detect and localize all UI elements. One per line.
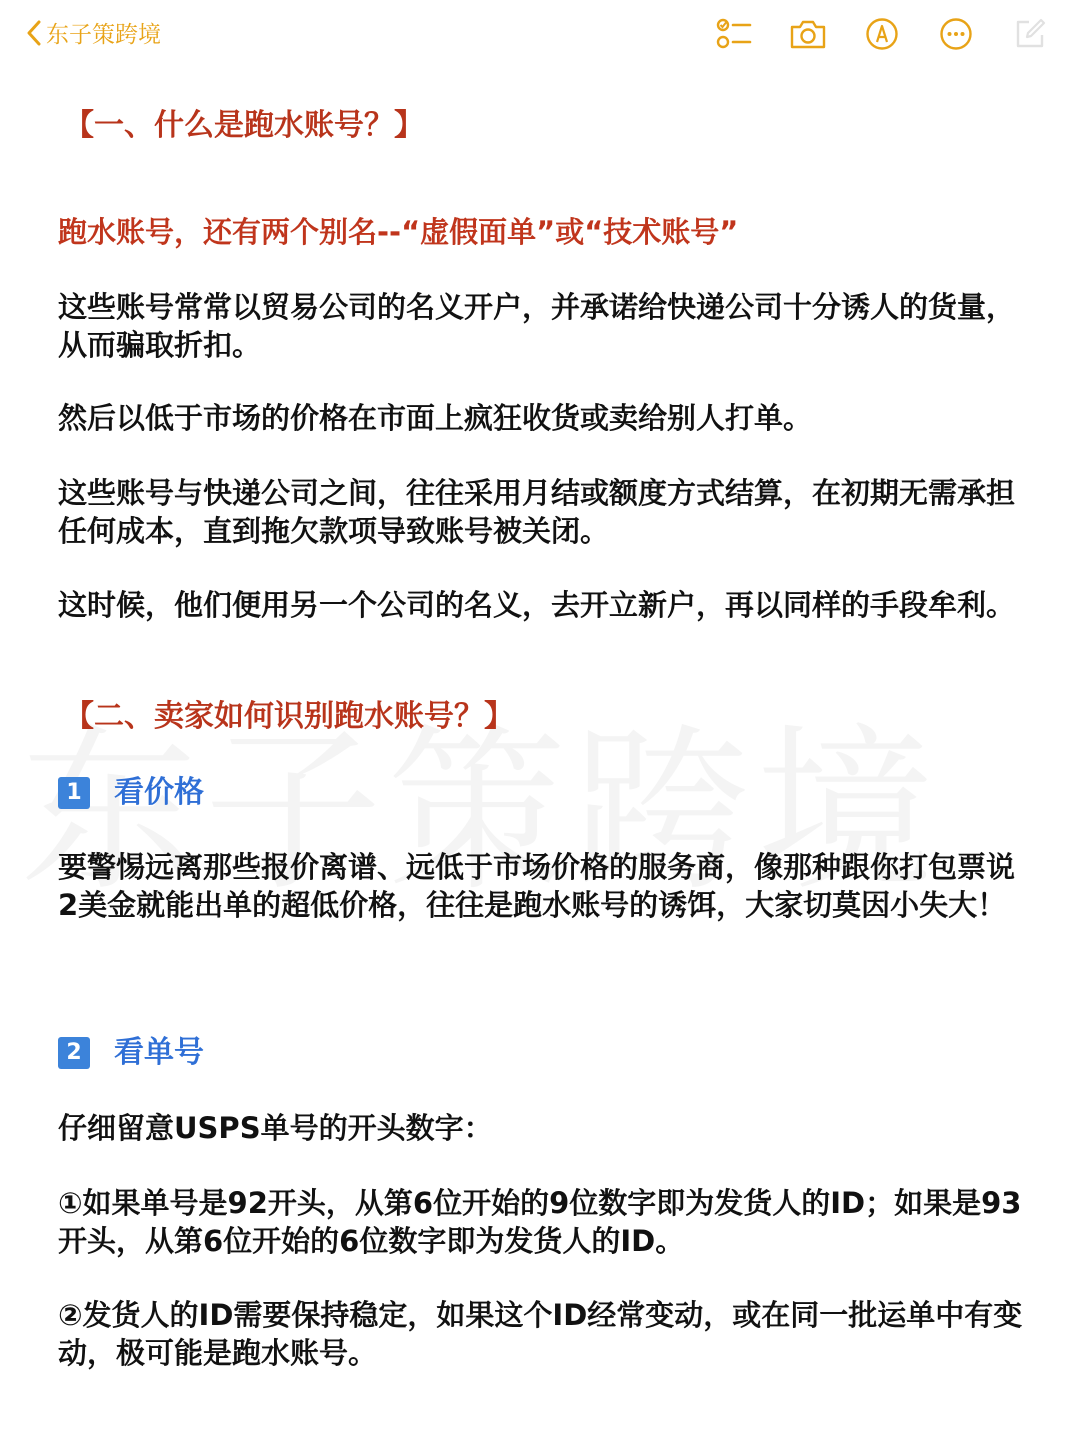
paragraph-1: 这些账号常常以贸易公司的名义开户，并承诺给快递公司十分诱人的货量，从而骗取折扣。 (58, 290, 1016, 362)
subheading-tracking (58, 1034, 1028, 1072)
tracking-item-1: ①如果单号是92开头，从第6位开始的9位数字即为发货人的ID；如果是93开头，从第6位开始的6位数字即为发货人的ID。 (58, 1186, 1022, 1258)
camera-icon (789, 18, 827, 50)
price-paragraph: 要警惕远离那些报价离谱、远低于市场价格的服务商，像那种跟你打包票说2美金就能出单的超低价格，往往是跑水账号的诱饵，大家切莫因小失大！ (58, 850, 1016, 922)
compose-button[interactable] (1010, 14, 1050, 54)
camera-button[interactable] (788, 14, 828, 54)
more-icon (939, 17, 973, 51)
section1-title: 【一、什么是跑水账号？】 (64, 108, 424, 143)
subheading-tracking-label: 看单号 (114, 1035, 204, 1070)
markup-button[interactable] (862, 14, 902, 54)
toolbar (680, 14, 1050, 54)
checklist-button[interactable] (714, 14, 754, 54)
section2-title: 【二、卖家如何识别跑水账号？】 (64, 699, 514, 734)
number-badge-2: 2 (58, 1037, 90, 1069)
back-label: 东子策跨境 (46, 22, 161, 48)
more-button[interactable] (936, 14, 976, 54)
tracking-item-2: ②发货人的ID需要保持稳定，如果这个ID经常变动，或在同一批运单中有变动，极可能是跑水账号。 (58, 1298, 1023, 1370)
number-badge-1: 1 (58, 777, 90, 809)
subheading-price (58, 774, 1028, 812)
highlight-text: 跑水账号，还有两个别名--“虚假面单”或“技术账号” (58, 215, 739, 249)
checklist-icon (716, 17, 752, 51)
back-button[interactable] (26, 16, 161, 49)
markup-icon (865, 17, 899, 51)
tracking-intro: 仔细留意USPS单号的开头数字： (58, 1111, 493, 1145)
nav-bar (0, 0, 1080, 70)
subheading-price-label: 看价格 (114, 775, 204, 810)
paragraph-3: 这些账号与快递公司之间，往往采用月结或额度方式结算，在初期无需承担任何成本，直到拖欠款项导致账号被关闭。 (58, 476, 1016, 548)
paragraph-2: 然后以低于市场的价格在市面上疯狂收货或卖给别人打单。 (58, 401, 813, 435)
compose-icon (1013, 17, 1047, 51)
paragraph-4: 这时候，他们便用另一个公司的名义，去开立新户，再以同样的手段牟利。 (58, 588, 1016, 622)
chevron-left-icon (26, 20, 42, 46)
